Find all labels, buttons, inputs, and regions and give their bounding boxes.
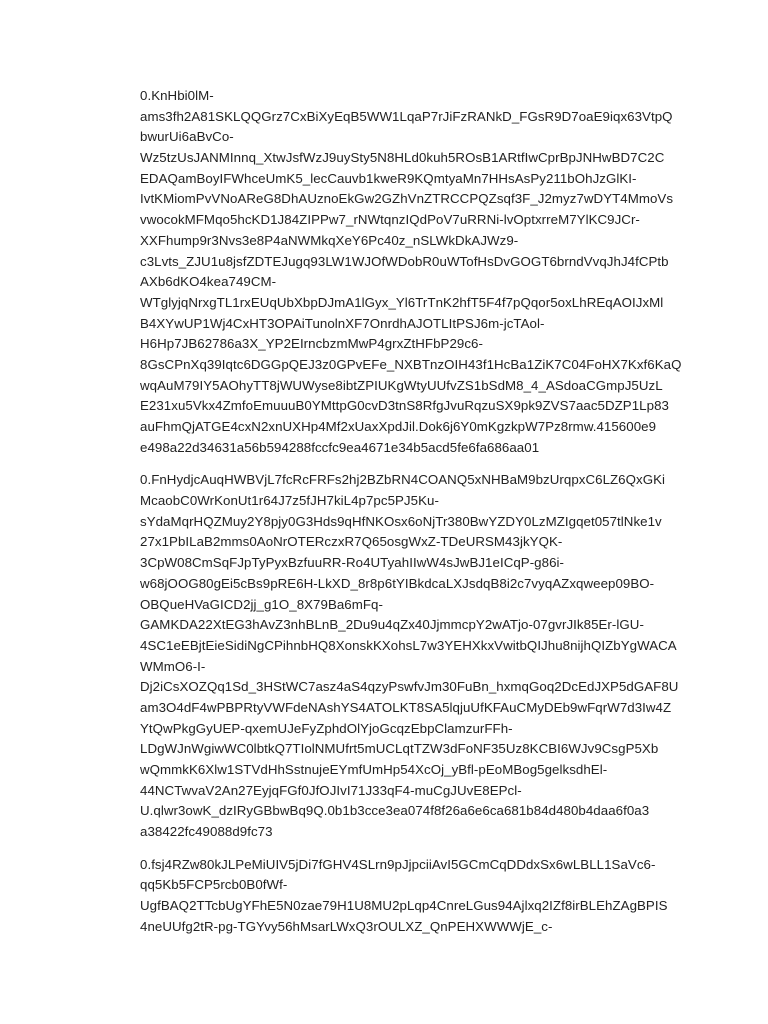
token-line: w68jOOG80gEi5cBs9pRE6H-LkXD_8r8p6tYIBkdcaLXJsdqB8i2c7vyqAZxqweep09BO- (140, 575, 655, 591)
token-line: AXb6dKO4kea749CM- (140, 274, 277, 290)
token-line: 27x1PbILaB2mms0AoNrOTERczxR7Q65osgWxZ-TDeURSM43jkYQK- (140, 534, 563, 550)
token-line: WMmO6-I- (140, 658, 206, 674)
token-paragraph-3 (140, 855, 680, 938)
token-line: qq5Kb5FCP5rcb0B0fWf- (140, 877, 288, 893)
token-line: GAMKDA22XtEG3hAvZ3nhBLnB_2Du9u4qZx40JjmmcpY2wATjo-07gvrJIk85Er-lGU- (140, 617, 644, 633)
document-body (140, 86, 680, 950)
token-line: EDAQamBoyIFWhceUmK5_lecCauvb1kweR9KQmtyaMn7HHsAsPy211bOhJzGlKI- (140, 170, 637, 186)
token-line: ams3fh2A81SKLQQGrz7CxBiXyEqB5WW1LqaP7rJiFzRANkD_FGsR9D7oaE9iqx63VtpQ (140, 108, 673, 124)
token-line: a38422fc49088d9fc73 (140, 824, 273, 840)
token-line: U.qlwr3owK_dzIRyGBbwBq9Q.0b1b3cce3ea074f8f26a6e6ca681b84d480b4daa6f0a3 (140, 803, 650, 819)
token-line: 0.KnHbi0lM- (140, 88, 214, 103)
token-line: 4SC1eEBjtEieSidiNgCPihnbHQ8XonskKXohsL7w3YEHXkxVwitbQIJhu8nijhQIZbYgWACA (140, 637, 677, 653)
token-paragraph-2 (140, 470, 680, 842)
token-line: 0.fsj4RZw80kJLPeMiUIV5jDi7fGHV4SLrn9pJjpciiAvI5GCmCqDDdxSx6wLBLL1SaVc6- (140, 856, 656, 872)
token-line: vwocokMFMqo5hcKD1J84ZIPPw7_rNWtqnzIQdPoV7uRRNi-lvOptxrreM7YlKC9JCr- (140, 212, 640, 228)
token-line: E231xu5Vkx4ZmfoEmuuuB0YMttpG0cvD3tnS8RfgJvuRqzuSX9pk9ZVS7aac5DZP1Lp83 (140, 398, 669, 414)
token-line: wQmmkK6Xlw1STVdHhSstnujeEYmfUmHp54XcOj_yBfl-pEoMBog5gelksdhEl- (140, 762, 608, 777)
token-line: YtQwPkgGyUEP-qxemUJeFyZphdOlYjoGcqzEbpClamzurFFh- (140, 720, 513, 736)
token-line: H6Hp7JB62786a3X_YP2EIrncbzmMwP4grxZtHFbP29c6- (140, 336, 483, 352)
token-line: sYdaMqrHQZMuy2Y8pjy0G3Hds9qHfNKOsx6oNjTr380BwYZDY0LzMZIgqet057tlNke1v (140, 513, 662, 529)
token-line: Wz5tzUsJANMInnq_XtwJsfWzJ9uySty5N8HLd0kuh5ROsB1ARtfIwCprBpJNHwBD7C2C (140, 150, 665, 166)
token-line: e498a22d34631a56b594288fccfc9ea4671e34b5acd5fe6fa686aa01 (140, 439, 540, 455)
token-line: B4XYwUP1Wj4CxHT3OPAiTunolnXF7OnrdhAJOTLItPSJ6m-jcTAol- (140, 315, 545, 331)
token-line: bwurUi6aBvCo- (140, 129, 234, 145)
token-line: LDgWJnWgiwWC0lbtkQ7TIolNMUfrt5mUCLqtTZW3dFoNF35Uz8KCBI6WJv9CsgP5Xb (140, 741, 659, 757)
token-line: am3O4dF4wPBPRtyVWFdeNAshYS4ATOLKT8SA5lqjuUfKFAuCMyDEb9wFqrW7d3Iw4Z (140, 699, 672, 715)
token-line: Dj2iCsXOZQq1Sd_3HStWC7asz4aS4qzyPswfvJm30FuBn_hxmqGoq2DcEdJXP5dGAF8U (140, 679, 679, 695)
token-line: WTglyjqNrxgTL1rxEUqUbXbpDJmA1lGyx_Yl6TrTnK2hfT5F4f7pQqor5oxLhREqAOIJxMl (140, 294, 664, 310)
token-line: 44NCTwvaV2An27EyjqFGf0JfOJIvI71J33qF4-muCgJUvE8EPcl- (140, 782, 522, 798)
token-line: c3Lvts_ZJU1u8jsfZDTEJugq93LW1WJOfWDobR0uWTofHsDvGOGT6brndVvqJhJ4fCPtb (140, 253, 669, 269)
token-line: XXFhump9r3Nvs3e8P4aNWMkqXeY6Pc40z_nSLWkDkAJWz9- (140, 232, 519, 248)
token-paragraph-1 (140, 86, 680, 458)
token-line: IvtKMiomPvVNoAReG8DhAUznoEkGw2GZhVnZTRCCPQZsqf3F_J2myz7wDYT4MmoVs (140, 191, 674, 207)
token-line: UgfBAQ2TTcbUgYFhE5N0zae79H1U8MU2pLqp4CnreLGus94Ajlxq2IZf8irBLEhZAgBPIS (140, 898, 668, 914)
token-line: 8GsCPnXq39Iqtc6DGGpQEJ3z0GPvEFe_NXBTnzOIH43f1HcBa1ZiK7C04FoHX7Kxf6KaQ (140, 356, 682, 372)
token-line: McaobC0WrKonUt1r64J7z5fJH7kiL4p7pc5PJ5Ku- (140, 493, 439, 509)
token-line: 3CpW08CmSqFJpTyPyxBzfuuRR-Ro4UTyahIIwW4sJwBJ1eICqP-g86i- (140, 555, 565, 571)
token-line: 0.FnHydjcAuqHWBVjL7fcRcFRFs2hj2BZbRN4COANQ5xNHBaM9bzUrqpxC6LZ6QxGKi (140, 472, 666, 488)
token-line: wqAuM79IY5AOhyTT8jWUWyse8ibtZPIUKgWtyUUfvZS1bSdM8_4_ASdoaCGmpJ5UzL (140, 377, 663, 393)
token-line: auFhmQjATGE4cxN2xnUXHp4Mf2xUaxXpdJil.Dok6j6Y0mKgzkpW7Pz8rmw.415600e9 (140, 419, 657, 434)
token-line: OBQueHVaGICD2jj_g1O_8X79Ba6mFq- (140, 596, 383, 612)
token-line: 4neUUfg2tR-pg-TGYvy56hMsarLWxQ3rOULXZ_QnPEHXWWWjE_c- (140, 918, 553, 934)
